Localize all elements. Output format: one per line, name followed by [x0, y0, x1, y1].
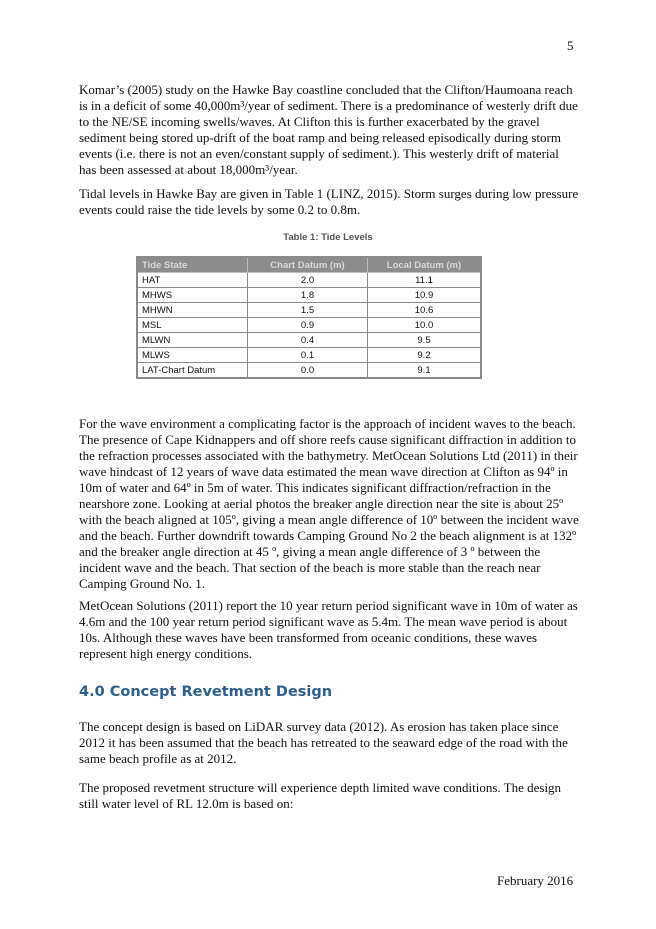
cell-tide-state: HAT: [137, 273, 248, 288]
cell-local-datum: 9.5: [368, 333, 482, 348]
paragraph-design-water-level: The proposed revetment structure will experience depth limited wave conditions. The design still water level of RL 12.0m is based on:: [79, 780, 562, 811]
table-row: [137, 288, 481, 303]
table-row: [137, 363, 481, 379]
cell-tide-state: MSL: [137, 318, 248, 333]
cell-local-datum: 11.1: [368, 273, 482, 288]
table-row: [137, 318, 481, 333]
footer-date: February 2016: [497, 873, 574, 888]
cell-chart-datum: 2.0: [248, 273, 368, 288]
cell-chart-datum: 0.1: [248, 348, 368, 363]
header-tide-state: Tide State: [137, 257, 248, 273]
table-caption: Table 1: Tide Levels: [283, 232, 373, 243]
cell-chart-datum: 0.0: [248, 363, 368, 379]
cell-tide-state: LAT-Chart Datum: [137, 363, 248, 379]
tide-levels-table: [136, 256, 482, 379]
cell-tide-state: MHWN: [137, 303, 248, 318]
cell-local-datum: 10.9: [368, 288, 482, 303]
table-row: [137, 348, 481, 363]
page-number: 5: [567, 38, 574, 53]
paragraph-sediment-deficit: Komar’s (2005) study on the Hawke Bay coastline concluded that the Clifton/Haumoana reach is in a deficit of some 40,000m³/year of sediment. There is a predominance of westerly drift due to the NE/SE incoming swells/waves. At Clifton this is further exacerbated by the gravel sediment being stored up-drift of the boat ramp and being released episodically during storm events (i.e. there is not an even/constant supply of sediment.). This westerly drift of material has been assessed at about 18,000m³/year.: [79, 82, 578, 177]
table-row: [137, 333, 481, 348]
cell-local-datum: 10.0: [368, 318, 482, 333]
cell-tide-state: MLWN: [137, 333, 248, 348]
cell-tide-state: MLWS: [137, 348, 248, 363]
header-chart-datum: Chart Datum (m): [248, 257, 368, 273]
cell-chart-datum: 1.8: [248, 288, 368, 303]
section-heading: 4.0 Concept Revetment Design: [79, 684, 333, 700]
cell-chart-datum: 1.5: [248, 303, 368, 318]
paragraph-return-period-waves: MetOcean Solutions (2011) report the 10 year return period significant wave in 10m of water as 4.6m and the 100 year return period significant wave as 5.4m. The mean wave period is about 10s. Although these waves have been transformed from oceanic conditions, these waves represent high energy conditions.: [79, 598, 578, 661]
header-local-datum: Local Datum (m): [368, 257, 482, 273]
table-row: [137, 273, 481, 288]
cell-chart-datum: 0.9: [248, 318, 368, 333]
table-header-row: [137, 257, 481, 273]
cell-local-datum: 9.1: [368, 363, 482, 379]
table-row: [137, 303, 481, 318]
paragraph-concept-design: The concept design is based on LiDAR survey data (2012). As erosion has taken place since 2012 it has been assumed that the beach has retreated to the seaward edge of the road with the same beach profile as at 2012.: [79, 719, 568, 766]
cell-local-datum: 9.2: [368, 348, 482, 363]
paragraph-wave-environment: For the wave environment a complicating factor is the approach of incident waves to the beach. The presence of Cape Kidnappers and off shore reefs cause significant diffraction in addition to the refraction processes associated with the bathymetry. MetOcean Solutions Ltd (2011) in their wave hindcast of 12 years of wave data estimated the mean wave direction at Clifton as 94º in 10m of water and 64º in 5m of water. This indicates significant diffraction/refraction in the nearshore zone. Looking at aerial photos the breaker angle direction near the site is about 25º with the beach aligned at 105º, giving a mean angle difference of 10º between the incident wave and the beach. Further downdrift towards Camping Ground No 2 the beach alignment is at 132º and the breaker angle direction at 45 º, giving a mean angle difference of 3 º between the incident wave and the beach. That section of the beach is more stable than the reach near Camping Ground No. 1.: [79, 416, 579, 591]
cell-tide-state: MHWS: [137, 288, 248, 303]
cell-chart-datum: 0.4: [248, 333, 368, 348]
paragraph-tidal-levels: Tidal levels in Hawke Bay are given in Table 1 (LINZ, 2015). Storm surges during low pressure events could raise the tide levels by some 0.2 to 0.8m.: [79, 186, 579, 217]
cell-local-datum: 10.6: [368, 303, 482, 318]
